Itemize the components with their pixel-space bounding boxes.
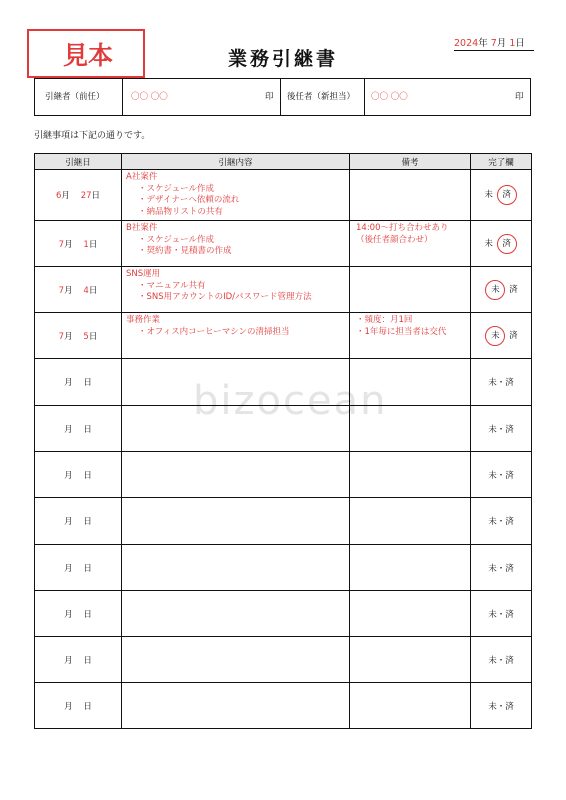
date-month-unit: 月 <box>64 609 73 620</box>
remarks <box>350 359 471 406</box>
status-done: 済 <box>509 330 518 341</box>
handover-date <box>35 498 122 545</box>
handover-content <box>122 545 350 591</box>
from-label: 引継者（前任） <box>45 92 105 102</box>
intro-note: 引継事項は下記の通りです。 <box>34 131 151 141</box>
content-heading: A社案件 <box>126 172 158 182</box>
date-day-value: 5 <box>83 331 89 342</box>
status-undone: 未 <box>488 563 497 574</box>
status-done: 済 <box>505 470 514 481</box>
status-done: 済 <box>505 655 514 666</box>
handover-content <box>122 221 350 267</box>
status-done-circled: 済 <box>497 234 517 254</box>
completion-status <box>471 267 532 313</box>
sample-stamp: 見本 <box>27 29 145 78</box>
status-done: 済 <box>505 378 514 388</box>
remarks <box>350 313 471 359</box>
status-undone: 未 <box>488 470 497 481</box>
date-day-unit: 日 <box>83 424 92 435</box>
status-separator: ・ <box>496 655 506 666</box>
col-content: 引継内容 <box>122 154 350 170</box>
table-row <box>35 170 532 221</box>
date-month: 7 <box>490 38 497 49</box>
table-row <box>35 683 532 729</box>
date-day-unit: 日 <box>91 191 101 201</box>
remarks <box>350 221 471 267</box>
date-day-value: 1 <box>83 239 89 250</box>
date-day-unit: 日 <box>88 285 98 296</box>
status-done: 済 <box>509 284 518 295</box>
status-undone: 未 <box>488 517 497 527</box>
table-row <box>35 406 532 452</box>
content-heading: 事務作業 <box>126 315 161 325</box>
status-done: 済 <box>505 563 514 574</box>
date-month-unit: 月 <box>64 285 73 296</box>
date-year-unit: 年 <box>478 38 488 49</box>
handover-content <box>122 683 350 729</box>
date-day: 1 <box>509 38 516 49</box>
status-undone: 未 <box>488 378 497 388</box>
remarks <box>350 591 471 637</box>
status-separator: ・ <box>496 470 506 481</box>
completion-status <box>471 591 532 637</box>
handover-date <box>35 545 122 591</box>
status-undone: 未 <box>484 238 493 249</box>
status-undone: 未 <box>488 424 497 435</box>
handover-content <box>122 498 350 545</box>
date-month-unit: 月 <box>64 563 73 574</box>
date-month-unit: 月 <box>64 517 73 527</box>
handover-content <box>122 406 350 452</box>
table-row <box>35 267 532 313</box>
handover-parties <box>34 78 531 116</box>
date-day-unit: 日 <box>83 609 92 620</box>
handover-date <box>35 359 122 406</box>
date-day-value: 4 <box>83 285 89 296</box>
date-month-value: 7 <box>58 239 65 250</box>
remarks <box>350 637 471 683</box>
date-month-value: 7 <box>58 331 65 342</box>
date-day-value: 27 <box>80 191 92 201</box>
remarks <box>350 170 471 221</box>
remarks <box>350 683 471 729</box>
table-row <box>35 498 532 545</box>
status-separator: ・ <box>496 701 506 712</box>
content-item: ・スケジュール作成 <box>138 183 214 194</box>
content-item: ・SNS用アカウントのID/パスワード管理方法 <box>138 292 312 302</box>
to-seal: 印 <box>515 92 524 102</box>
status-undone: 未 <box>488 609 497 620</box>
col-date: 引継日 <box>35 154 122 170</box>
table-header-row <box>35 154 532 170</box>
date-year: 2024 <box>454 38 479 49</box>
completion-status <box>471 313 532 359</box>
completion-status <box>471 406 532 452</box>
table-row <box>35 591 532 637</box>
status-done: 済 <box>505 701 514 712</box>
content-heading: SNS運用 <box>126 269 161 279</box>
date-day-unit: 日 <box>83 701 92 712</box>
content-item: ・契約書・見積書の作成 <box>138 246 232 256</box>
completion-status <box>471 637 532 683</box>
completion-status <box>471 545 532 591</box>
handover-date <box>35 313 122 359</box>
completion-status <box>471 683 532 729</box>
date-day-unit: 日 <box>83 655 92 666</box>
remark-line: ・1年毎に担当者は交代 <box>356 326 447 337</box>
remarks <box>350 545 471 591</box>
date-day-unit: 日 <box>83 563 92 574</box>
date-day-unit: 日 <box>88 331 98 342</box>
content-heading: B社案件 <box>126 223 158 233</box>
date-month-unit: 月 <box>64 424 73 435</box>
status-done: 済 <box>505 517 514 527</box>
remarks <box>350 406 471 452</box>
completion-status <box>471 359 532 406</box>
status-done: 済 <box>505 609 514 620</box>
col-remarks: 備考 <box>350 154 471 170</box>
status-undone-circled: 未 <box>485 280 505 300</box>
date-month-unit: 月 <box>64 239 73 250</box>
status-undone: 未 <box>488 701 497 712</box>
table-row <box>35 545 532 591</box>
status-separator: ・ <box>496 609 506 620</box>
handover-date <box>35 221 122 267</box>
status-undone: 未 <box>488 655 497 666</box>
date-month-value: 6 <box>55 191 62 201</box>
from-name: 〇〇 〇〇 <box>131 92 168 102</box>
date-month-unit: 月 <box>61 191 70 201</box>
handover-date <box>35 267 122 313</box>
status-separator: ・ <box>496 563 506 574</box>
remarks <box>350 498 471 545</box>
handover-date <box>35 170 122 221</box>
table-row <box>35 452 532 498</box>
date-month-unit: 月 <box>496 38 507 49</box>
date-day-unit: 日 <box>83 517 92 527</box>
watermark: bizocean <box>193 378 388 424</box>
page-title: 業務引継書 <box>227 48 338 70</box>
status-undone-circled: 未 <box>485 326 505 346</box>
handover-date <box>35 452 122 498</box>
from-seal: 印 <box>265 92 274 102</box>
handover-date <box>35 683 122 729</box>
handover-date <box>35 591 122 637</box>
status-done: 済 <box>505 424 514 435</box>
content-item: ・デザイナーへ依頼の流れ <box>138 195 240 205</box>
handover-content <box>122 452 350 498</box>
date-month-unit: 月 <box>64 331 73 342</box>
date-month-unit: 月 <box>64 701 73 712</box>
table-row <box>35 637 532 683</box>
date-month-unit: 月 <box>64 655 73 666</box>
handover-table <box>34 153 532 729</box>
date-month-unit: 月 <box>64 378 73 388</box>
table-row <box>35 221 532 267</box>
handover-content <box>122 170 350 221</box>
date-month-value: 7 <box>58 285 65 296</box>
table-row <box>35 359 532 406</box>
date-day-unit: 日 <box>83 470 92 481</box>
status-separator: ・ <box>496 517 506 527</box>
content-item: ・納品物リストの共有 <box>138 206 223 217</box>
completion-status <box>471 221 532 267</box>
handover-content <box>122 637 350 683</box>
remark-line: ・頻度：月1回 <box>356 315 413 325</box>
remarks <box>350 452 471 498</box>
completion-status <box>471 452 532 498</box>
handover-content <box>122 267 350 313</box>
col-status: 完了欄 <box>471 154 532 170</box>
date-day-unit: 日 <box>83 378 92 388</box>
to-label: 後任者（新担当） <box>287 92 356 102</box>
completion-status <box>471 498 532 545</box>
remarks <box>350 267 471 313</box>
status-done-circled: 済 <box>497 185 517 205</box>
remark-line: 14:00～打ち合わせあり <box>356 223 449 233</box>
handover-content <box>122 359 350 406</box>
remark-line: （後任者顔合わせ） <box>356 234 433 245</box>
content-item: ・オフィス内コーヒーマシンの清掃担当 <box>138 326 290 337</box>
status-undone: 未 <box>484 190 493 200</box>
handover-content <box>122 591 350 637</box>
content-item: ・スケジュール作成 <box>138 234 214 245</box>
content-item: ・マニュアル共有 <box>138 280 206 291</box>
date-day-unit: 日 <box>88 239 98 250</box>
completion-status <box>471 170 532 221</box>
table-row <box>35 313 532 359</box>
status-separator: ・ <box>496 378 506 388</box>
date-day-unit: 日 <box>515 38 525 49</box>
date-month-unit: 月 <box>64 470 73 481</box>
handover-date <box>35 406 122 452</box>
to-name: 〇〇 〇〇 <box>371 92 408 102</box>
status-separator: ・ <box>496 424 506 435</box>
handover-date <box>35 637 122 683</box>
handover-content <box>122 313 350 359</box>
